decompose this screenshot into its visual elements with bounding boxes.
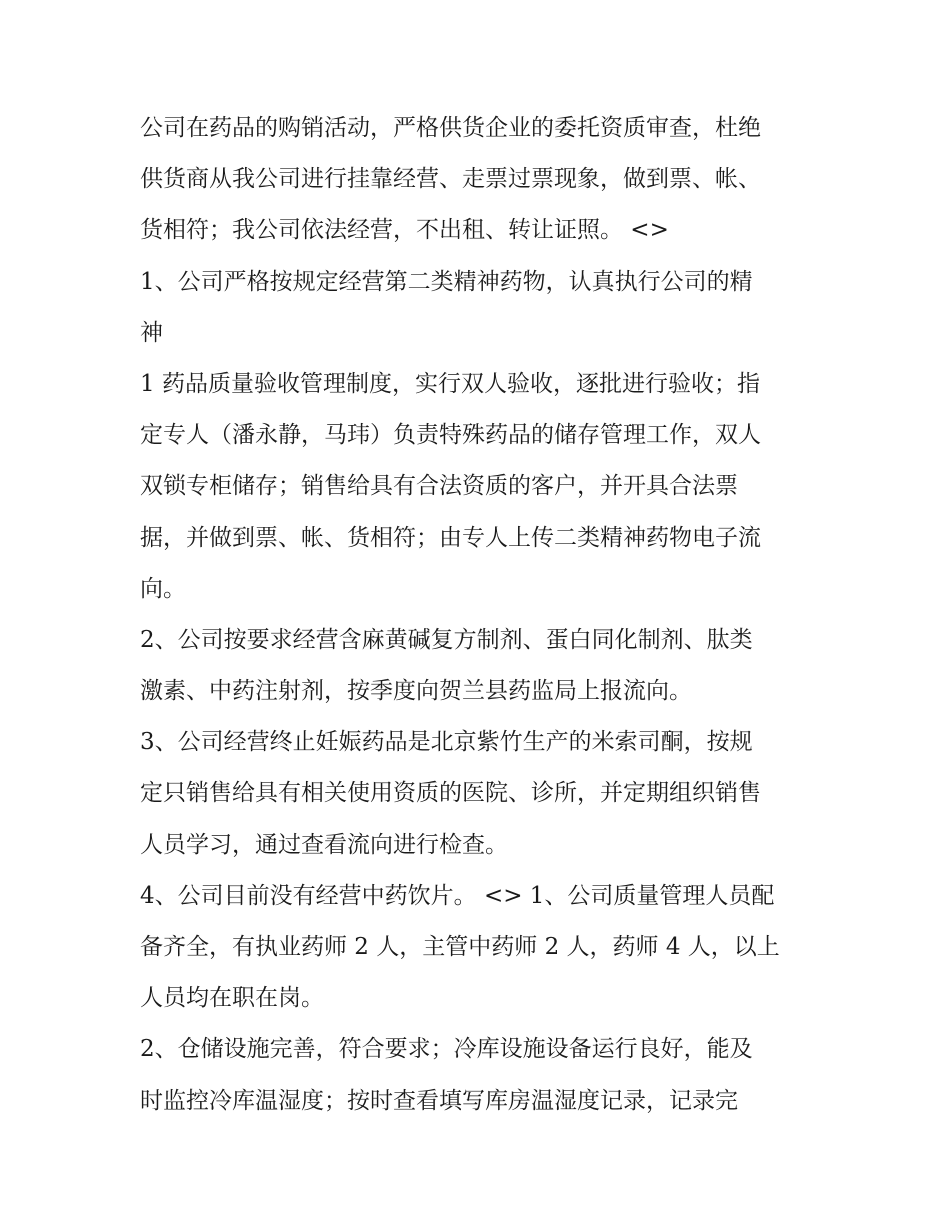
text-line: 1 药品质量验收管理制度，实行双人验收，逐批进行验收；指 [140, 370, 760, 397]
paragraph-purchase-sales [140, 103, 820, 257]
paragraph-item-2-storage [140, 1024, 820, 1126]
text-line: 3、公司经营终止妊娠药品是北京紫竹生产的米索司酮，按规 [140, 729, 753, 756]
text-line: 定专人（潘永静，马玮）负责特殊药品的储存管理工作，双人 [140, 422, 761, 449]
text-line: 时监控冷库温湿度；按时查看填写库房温湿度记录，记录完 [140, 1087, 738, 1114]
text-line: 2、公司按要求经营含麻黄碱复方制剂、蛋白同化制剂、肽类 [140, 626, 753, 653]
text-line: 据，并做到票、帐、货相符；由专人上传二类精神药物电子流 [140, 524, 761, 551]
text-line: 供货商从我公司进行挂靠经营、走票过票现象，做到票、帐、 [140, 166, 761, 193]
text-line: 人员学习，通过查看流向进行检查。 [140, 831, 508, 858]
text-line: 人员均在职在岗。 [140, 985, 324, 1012]
text-line: 公司在药品的购销活动，严格供货企业的委托资质审查，杜绝 [140, 115, 761, 141]
paragraph-item-4-decoction-pieces [140, 871, 820, 1025]
text-line: 4、公司目前没有经营中药饮片。 <> 1、公司质量管理人员配 [140, 882, 775, 909]
paragraph-acceptance-system [140, 359, 820, 615]
paragraph-item-3-termination-drugs [140, 717, 820, 871]
text-line: 激素、中药注射剂，按季度向贺兰县药监局上报流向。 [140, 678, 692, 705]
text-line: 备齐全，有执业药师 2 人，主管中药师 2 人，药师 4 人，以上 [140, 934, 780, 960]
paragraph-item-2-ephedrine [140, 615, 820, 717]
text-line: 1、公司严格按规定经营第二类精神药物，认真执行公司的精 [140, 268, 753, 295]
text-line: 定只销售给具有相关使用资质的医院、诊所，并定期组织销售 [140, 780, 761, 807]
text-line: 向。 [140, 575, 186, 602]
paragraph-item-1-psychotropic [140, 257, 820, 359]
text-line: 2、仓储设施完善，符合要求；冷库设施设备运行良好，能及 [140, 1036, 753, 1063]
text-line: 双锁专柜储存；销售给具有合法资质的客户，并开具合法票 [140, 473, 738, 500]
document-body [140, 103, 820, 1127]
text-line: 货相符；我公司依法经营，不出租、转让证照。 <> [140, 217, 669, 244]
text-line: 神 [140, 319, 163, 346]
